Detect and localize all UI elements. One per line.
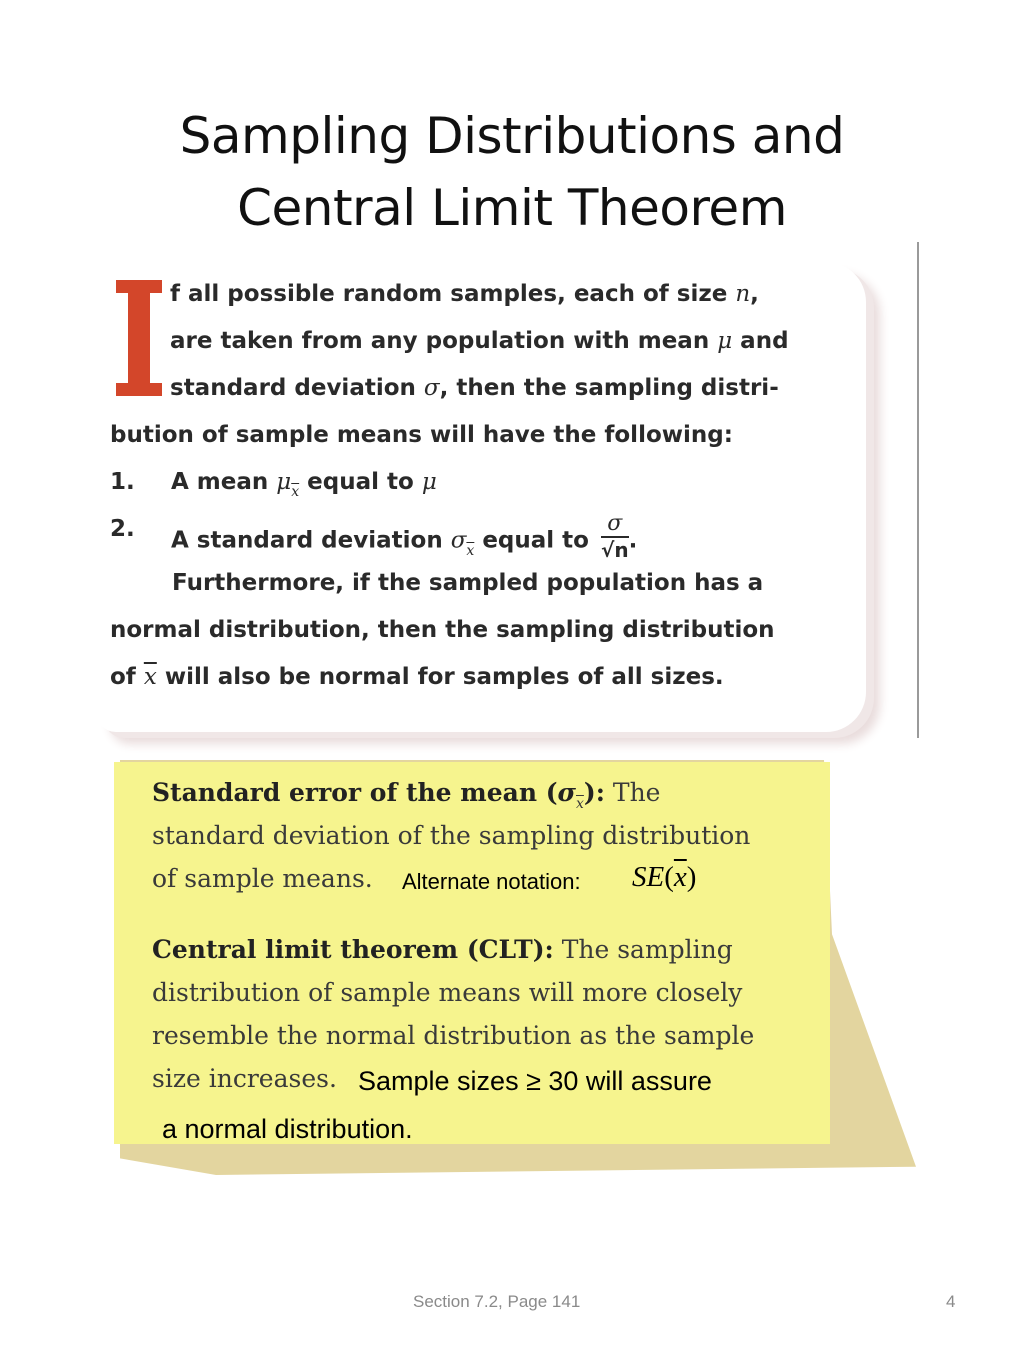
se-definition-line-2: standard deviation of the sampling distribution bbox=[152, 821, 751, 850]
paren-open: ( bbox=[664, 861, 674, 893]
excerpt-line-4: bution of sample means will have the following: bbox=[110, 422, 733, 448]
sample-size-note-line-2: a normal distribution. bbox=[162, 1114, 413, 1144]
slide-title bbox=[0, 100, 1024, 244]
paren-close: ) bbox=[686, 861, 697, 893]
excerpt-line-3-text: standard deviation bbox=[170, 375, 424, 401]
mu-x-bar-symbol: μ bbox=[276, 469, 292, 495]
paragraph-2-line-3-post: will also be normal for samples of all sizes. bbox=[156, 664, 724, 690]
excerpt-line-1-text: f all possible random samples, each of size bbox=[170, 281, 736, 307]
alternate-notation-label: Alternate notation: bbox=[402, 869, 581, 894]
mu-symbol: μ bbox=[421, 469, 437, 495]
dropcap-letter bbox=[116, 280, 162, 396]
title-line-2: Central Limit Theorem bbox=[237, 179, 787, 237]
x-bar-subscript: x bbox=[291, 484, 300, 500]
var-n: n bbox=[735, 281, 751, 307]
se-x-bar-notation bbox=[632, 861, 696, 894]
sample-size-note-line-1: Sample sizes ≥ 30 will assure bbox=[358, 1066, 712, 1096]
list-item-2-end: . bbox=[628, 527, 638, 554]
footer-reference: Section 7.2, Page 141 bbox=[413, 1292, 581, 1311]
paragraph-2-line-2: normal distribution, then the sampling distribution bbox=[110, 617, 775, 643]
sigma-x-bar-symbol: σ bbox=[450, 527, 467, 554]
excerpt-line-1 bbox=[170, 281, 759, 307]
clt-definition-line-1 bbox=[152, 935, 733, 964]
excerpt-line-2-end: and bbox=[732, 328, 789, 354]
excerpt-line-2 bbox=[170, 328, 789, 354]
var-mu: μ bbox=[717, 328, 733, 354]
x-bar-subscript: x bbox=[466, 542, 475, 559]
list-item-1 bbox=[110, 469, 437, 500]
title-line-1: Sampling Distributions and bbox=[179, 107, 845, 165]
clt-def-start: The sampling bbox=[553, 935, 733, 964]
sigma-symbol: σ bbox=[557, 778, 576, 807]
list-item-1-mid: equal to bbox=[299, 469, 422, 495]
page-number: 4 bbox=[946, 1292, 956, 1311]
se-definition-line-1 bbox=[152, 778, 661, 812]
clt-definition-line-3: resemble the normal distribution as the sample bbox=[152, 1021, 755, 1050]
list-item-2-text: A standard deviation bbox=[171, 527, 451, 554]
x-bar-subscript: x bbox=[575, 796, 584, 812]
x-bar-symbol: $\overline{x}$ bbox=[143, 664, 157, 690]
list-item-1-text: A mean bbox=[171, 469, 277, 495]
fraction-denominator: √n bbox=[601, 538, 629, 562]
excerpt-line-3 bbox=[170, 375, 779, 401]
paragraph-2-line-3-pre: of bbox=[110, 664, 144, 690]
var-sigma: σ bbox=[423, 375, 440, 401]
se-def-start: The bbox=[604, 778, 661, 807]
se-term: Standard error of the mean ( bbox=[152, 778, 558, 807]
se-term-end: ): bbox=[583, 778, 605, 807]
excerpt-line-2-text: are taken from any population with mean bbox=[170, 328, 718, 354]
x-bar-symbol: $\overline{x}$ bbox=[673, 861, 687, 893]
clt-term: Central limit theorem (CLT): bbox=[152, 935, 554, 964]
list-item-2-mid: equal to bbox=[474, 527, 597, 554]
paragraph-2-line-1: Furthermore, if the sampled population has a bbox=[172, 570, 764, 596]
paragraph-2-line-3 bbox=[110, 664, 724, 690]
se-symbol: SE bbox=[632, 861, 665, 893]
list-item-2 bbox=[110, 511, 638, 562]
clt-definition-line-2: distribution of sample means will more closely bbox=[152, 978, 743, 1007]
vertical-divider bbox=[917, 242, 919, 738]
list-item-1-number: 1. bbox=[110, 469, 135, 495]
excerpt-line-1-end: , bbox=[750, 281, 759, 307]
fraction-numerator: σ bbox=[601, 512, 629, 538]
se-definition-line-3: of sample means. bbox=[152, 864, 373, 893]
sigma-over-root-n-fraction bbox=[601, 512, 629, 562]
list-item-2-number: 2. bbox=[110, 516, 135, 542]
clt-definition-line-4: size increases. bbox=[152, 1064, 337, 1093]
excerpt-line-3-end: , then the sampling distri- bbox=[439, 375, 779, 401]
